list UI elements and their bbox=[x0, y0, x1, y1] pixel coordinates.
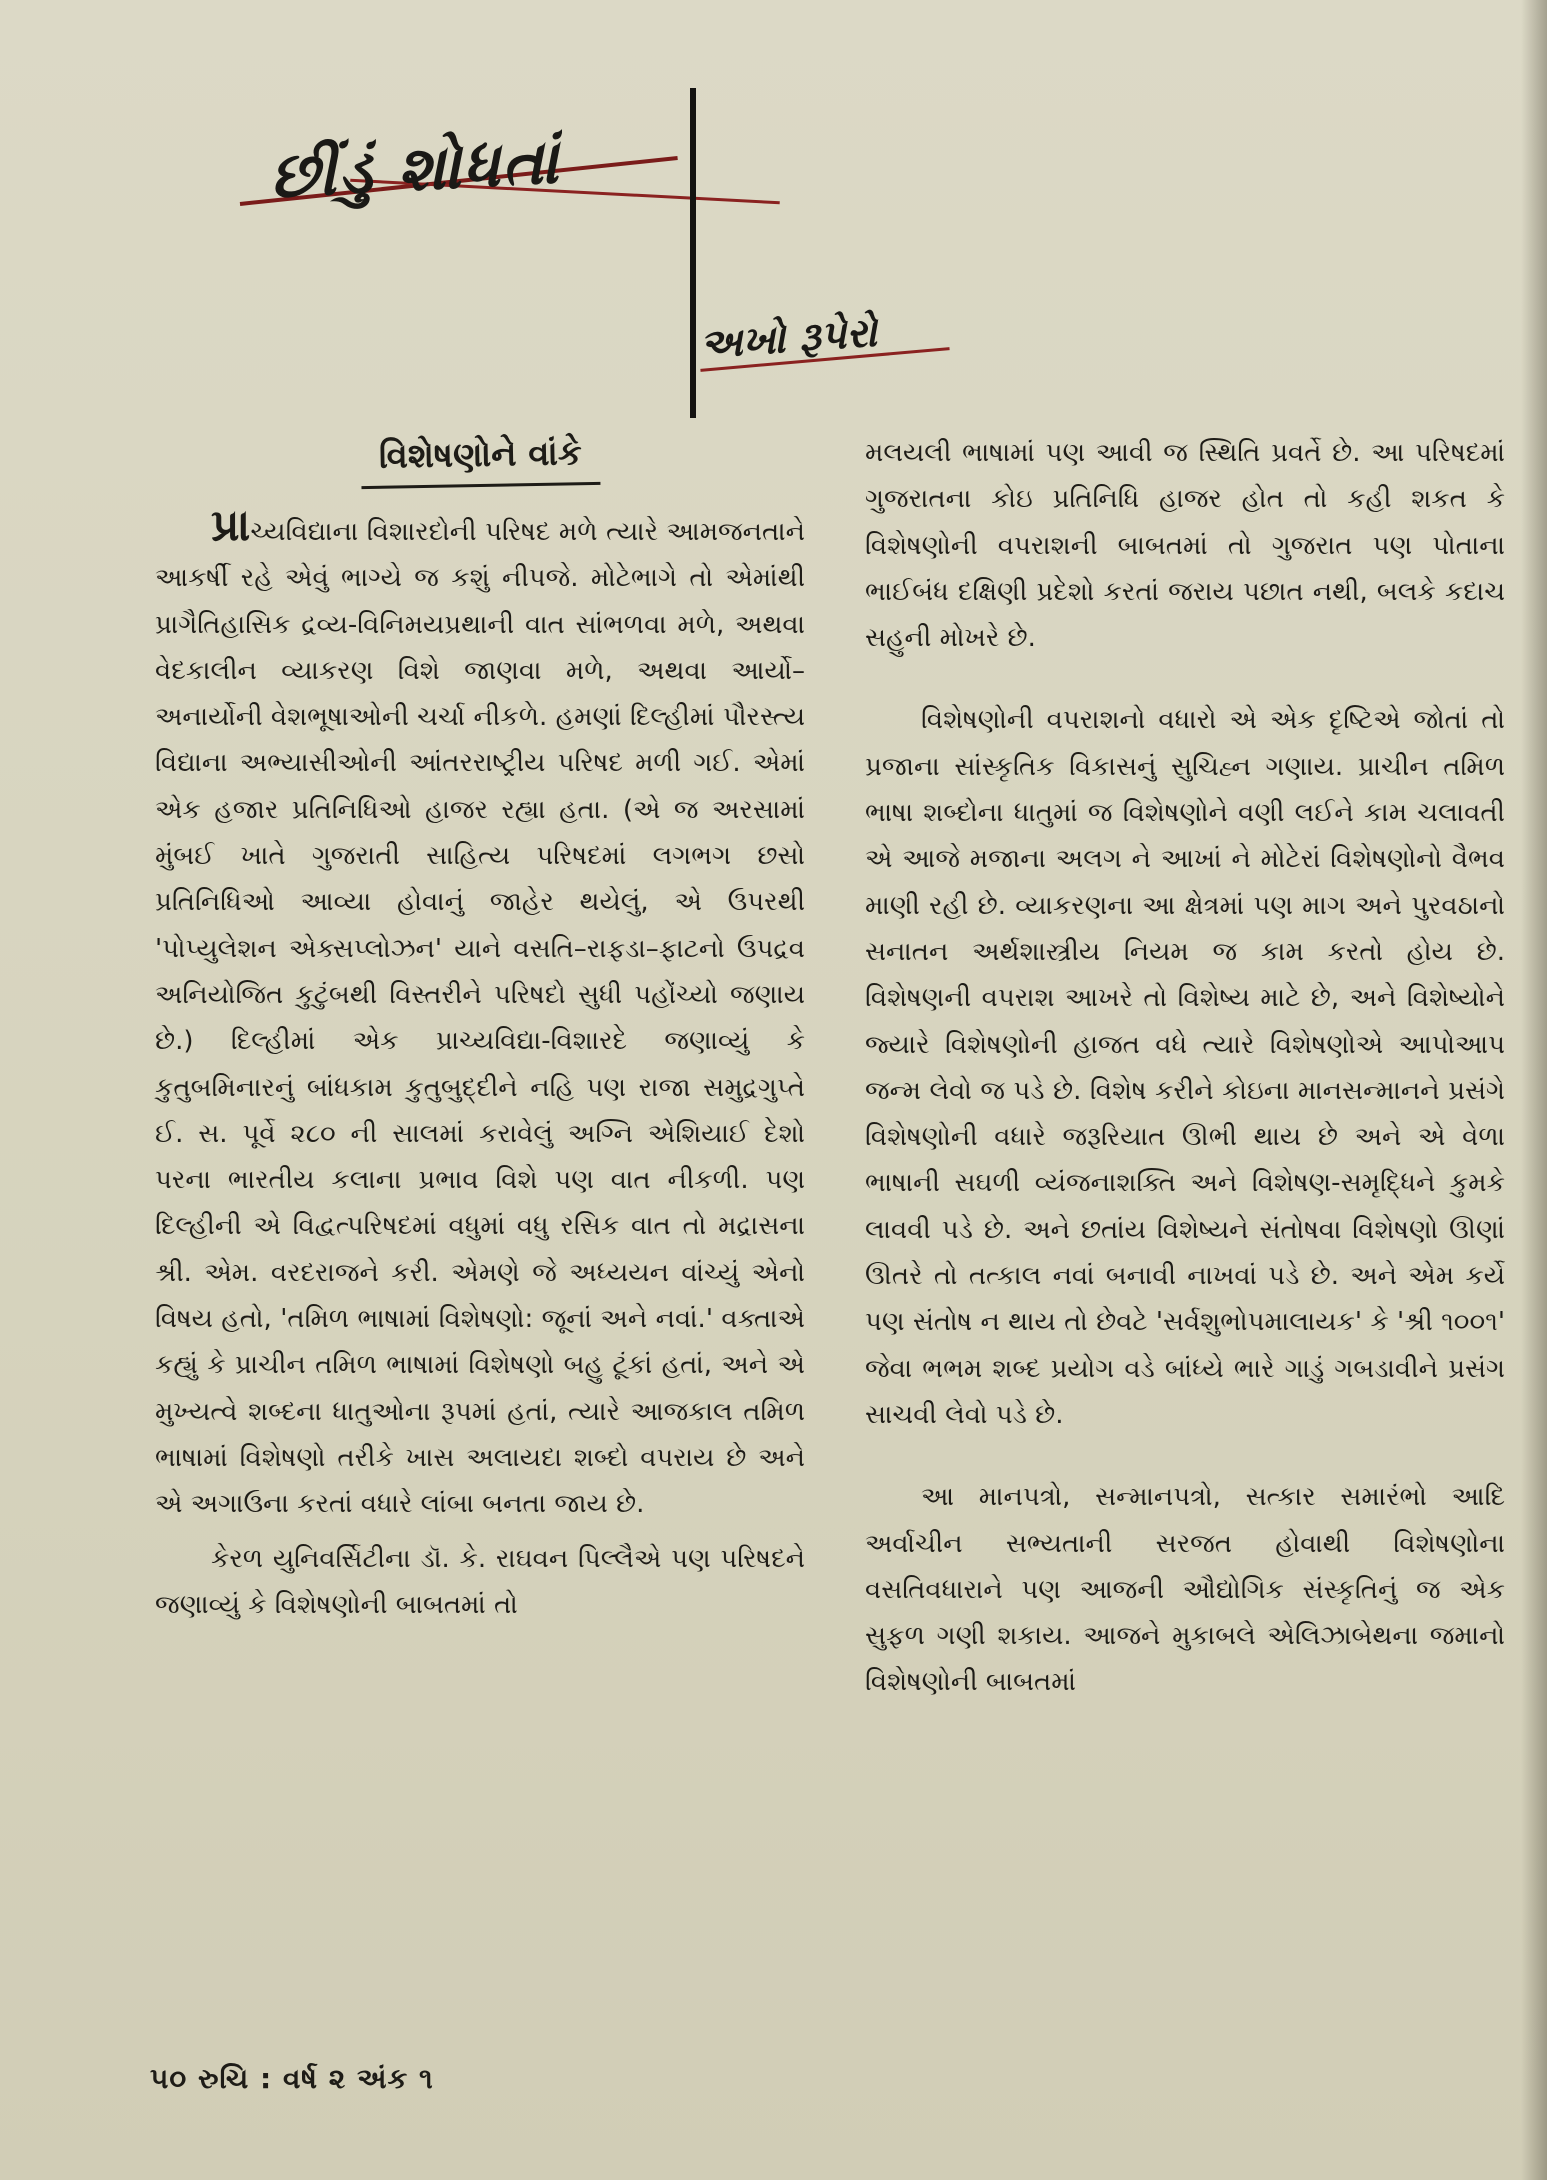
drop-cap: પ્રા bbox=[211, 500, 251, 551]
article-heading bbox=[155, 430, 805, 487]
column-author: અખો રૂપેરો bbox=[698, 308, 879, 369]
page-edge-shadow bbox=[1521, 0, 1547, 2180]
paragraph-1-text: ચ્યવિદ્યાના વિશારદોની પરિષદ મળે ત્યારે આમજનતાને આકર્ષી રહે એવું ભાગ્યે જ કશું નીપજે. મોટેભાગે તો એમાંથી પ્રાગૈતિહાસિક દ્રવ્ય-વિનિમયપ્રથાની વાત સાંભળવા મળે, અથવા વેદકાલીન વ્યાકરણ વિશે જાણવા મળે, અથવા આર્યો–અનાર્યોની વેશભૂષાઓની ચર્ચા નીકળે. હમણાં દિલ્હીમાં પૌરસ્ત્ય વિદ્યાના અભ્યાસીઓની આંતરરાષ્ટ્રીય પરિષદ મળી ગઈ. એમાં એક હજાર પ્રતિનિધિઓ હાજર રહ્યા હતા. (એ જ અરસામાં મુંબઈ ખાતે ગુજરાતી સાહિત્ય પરિષદમાં લગભગ છસો પ્રતિનિધિઓ આવ્યા હોવાનું જાહેર થયેલું, એ ઉપરથી 'પોપ્યુલેશન એક્સપ્લોઝન' યાને વસતિ–રાફડા–ફાટનો ઉપદ્રવ અનિયોજિત કુટુંબથી વિસ્તરીને પરિષદો સુધી પહોંચ્યો જણાય છે.) દિલ્હીમાં એક પ્રાચ્યવિદ્યા-વિશારદે જણાવ્યું કે કુતુબમિનારનું બાંધકામ કુતુબુદ્દીને નહિ પણ રાજા સમુદ્રગુપ્તે ઈ. સ. પૂર્વે ૨૮૦ ની સાલમાં કરાવેલું અગ્નિ એશિયાઈ દેશો પરના ભારતીય કલાના પ્રભાવ વિશે પણ વાત નીકળી. પણ દિલ્હીની એ વિદ્વત્પરિષદમાં વધુમાં વધુ રસિક વાત તો મદ્રાસના શ્રી. એમ. વરદરાજને કરી. એમણે જે અધ્યયન વાંચ્યું એનો વિષય હતો, 'તમિળ ભાષામાં વિશેષણો: જૂનાં અને નવાં.' વક્તાએ કહ્યું કે પ્રાચીન તમિળ ભાષામાં વિશેષણો બહુ ટૂંકાં હતાં, અને એ મુખ્યત્વે શબ્દના ધાતુઓના રૂપમાં હતાં, ત્યારે આજકાલ તમિળ ભાષામાં વિશેષણો તરીકે ખાસ અલાયદા શબ્દો વપરાય છે અને એ અગાઉના કરતાં વધારે લાંબા બનતા જાય છે. bbox=[155, 517, 805, 1520]
column-masthead bbox=[230, 110, 950, 430]
paragraph-5: આ માનપત્રો, સન્માનપત્રો, સત્કાર સમારંભો આદિ અર્વાચીન સભ્યતાની સરજત હોવાથી વિશેષણોના વસતિવધારાને પણ આજની ઔદ્યોગિક સંસ્કૃતિનું જ એક સુફળ ગણી શકાય. આજને મુકાબલે એલિઝાબેથના જમાનો વિશેષણોની બાબતમાં bbox=[865, 1482, 1505, 1698]
paragraph-3: મલયલી ભાષામાં પણ આવી જ સ્થિતિ પ્રવર્તે છે. આ પરિષદમાં ગુજરાતના કોઇ પ્રતિનિધિ હાજર હોત તો કહી શકત કે વિશેષણોની વપરાશની બાબતમાં તો ગુજરાત પણ પોતાના ભાઈબંધ દક્ષિણી પ્રદેશો કરતાં જરાય પછાત નથી, બલકે કદાચ સહુની મોખરે છે. bbox=[865, 438, 1505, 654]
paragraph-2: કેરળ યુનિવર્સિટીના ડૉ. કે. રાઘવન પિલ્લૈએ પણ પરિષદને જણાવ્યું કે વિશેષણોની બાબતમાં તો bbox=[155, 1543, 805, 1620]
left-column bbox=[155, 430, 805, 1628]
page-footer: ૫૦ રુચિ : વર્ષ ૨ અંક ૧ bbox=[150, 2062, 434, 2095]
column-title: છીંડું શોધતાં bbox=[268, 124, 562, 213]
masthead-vertical-rule bbox=[690, 88, 696, 418]
article-heading-text: વિશેષણોને વાંકે bbox=[360, 428, 600, 489]
paragraph-4: વિશેષણોની વપરાશનો વધારો એ એક દૃષ્ટિએ જોતાં તો પ્રજાના સાંસ્કૃતિક વિકાસનું સુચિહ્ન ગણાય. પ્રાચીન તમિળ ભાષા શબ્દોના ધાતુમાં જ વિશેષણોને વણી લઈને કામ ચલાવતી એ આજે મજાના અલગ ને આખાં ને મોટેરાં વિશેષણોનો વૈભવ માણી રહી છે. વ્યાકરણના આ ક્ષેત્રમાં પણ માગ અને પુરવઠાનો સનાતન અર્થશાસ્ત્રીય નિયમ જ કામ કરતો હોય છે. વિશેષણની વપરાશ આખરે તો વિશેષ્ય માટે છે, અને વિશેષ્યોને જ્યારે વિશેષણોની હાજત વધે ત્યારે વિશેષણોએ આપોઆપ જન્મ લેવો જ પડે છે. વિશેષ કરીને કોઇના માનસન્માનને પ્રસંગે વિશેષણોની વધારે જરૂરિયાત ઊભી થાય છે અને એ વેળા ભાષાની સઘળી વ્યંજનાશક્તિ અને વિશેષણ-સમૃદ્ધિને કુમકે લાવવી પડે છે. અને છતાંય વિશેષ્યને સંતોષવા વિશેષણો ઊણાં ઊતરે તો તત્કાલ નવાં બનાવી નાખવાં પડે છે. અને એમ કર્યે પણ સંતોષ ન થાય તો છેવટે 'સર્વશુભોપમાલાયક' કે 'શ્રી ૧૦૦૧' જેવા ભભમ શબ્દ પ્રયોગ વડે બાંધ્યે ભારે ગાડું ગબડાવીને પ્રસંગ સાચવી લેવો પડે છે. bbox=[865, 705, 1505, 1430]
right-column bbox=[865, 430, 1505, 1706]
paragraph-1 bbox=[155, 500, 805, 1528]
